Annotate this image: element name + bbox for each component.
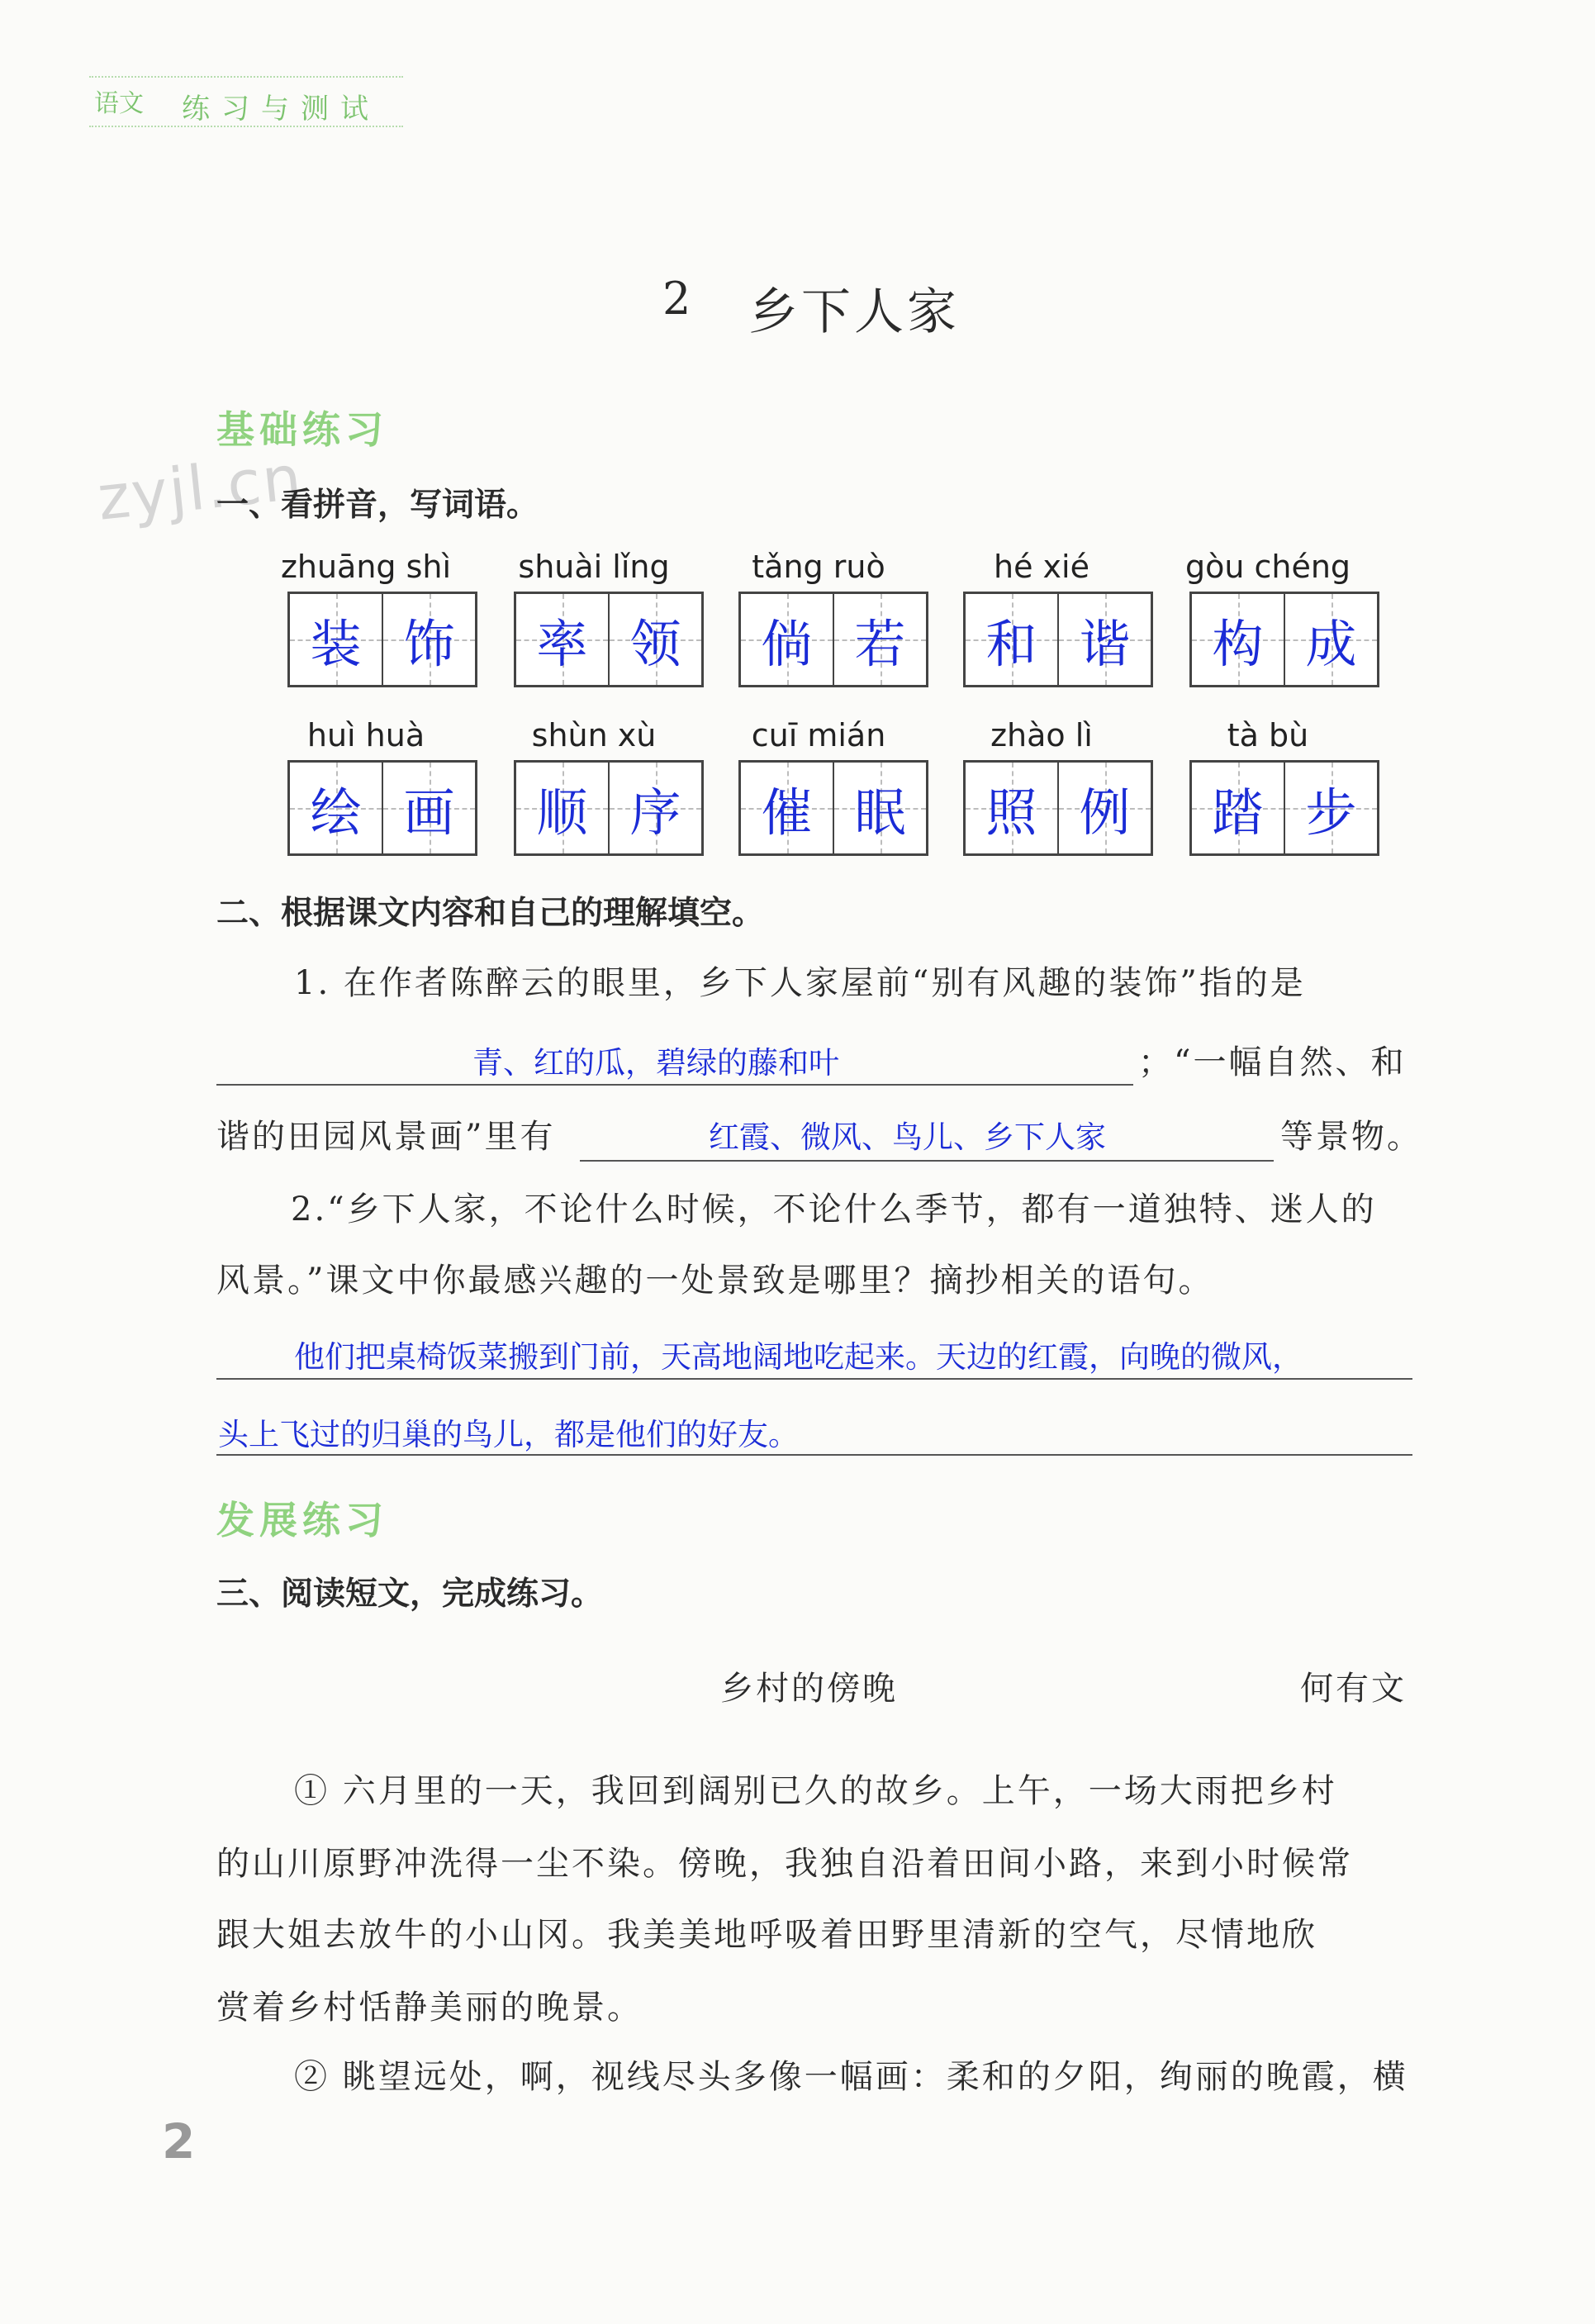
char-cell: 踏 xyxy=(1192,763,1284,853)
q2-item1-answer2: 红霞、微风、鸟儿、乡下人家 xyxy=(709,1119,1106,1155)
answer-line xyxy=(216,1378,1412,1380)
char-cell: 装 xyxy=(290,594,382,685)
char-cell: 构 xyxy=(1192,594,1284,685)
char-cell: 成 xyxy=(1284,594,1377,685)
char-cell: 顺 xyxy=(516,763,608,853)
tianzige-box xyxy=(514,592,704,687)
tianzige-box xyxy=(287,592,477,687)
pinyin-label: zhào lì xyxy=(990,717,1093,753)
question-1-title: 一、看拼音，写词语。 xyxy=(216,487,539,524)
char-cell: 照 xyxy=(966,763,1057,853)
question-3-title: 三、阅读短文，完成练习。 xyxy=(216,1575,604,1613)
watermark: zyjl.cn xyxy=(94,442,306,535)
q2-item1-mid: ；“一幅自然、和 xyxy=(1138,1043,1407,1081)
char-cell: 饰 xyxy=(382,594,475,685)
char-cell: 序 xyxy=(608,763,701,853)
answer-line xyxy=(580,1160,1274,1162)
article-para1-line2: 的山川原野冲洗得一尘不染。傍晚，我独自沿着田间小路，来到小时候常 xyxy=(216,1845,1353,1883)
pinyin-label: shuài lǐng xyxy=(518,549,670,585)
article-title: 乡村的傍晚 xyxy=(720,1670,898,1708)
pinyin-label: shùn xù xyxy=(531,717,657,753)
section-develop-heading: 发展练习 xyxy=(216,1498,388,1542)
char-cell: 绘 xyxy=(290,763,382,853)
q2-item2-answer1: 他们把桌椅饭菜搬到门前，天高地阔地吃起来。天边的红霞，向晚的微风， xyxy=(294,1339,1303,1375)
q2-item1-answer1: 青、红的瓜，碧绿的藤和叶 xyxy=(472,1045,839,1081)
tianzige-box xyxy=(963,760,1153,856)
char-cell: 率 xyxy=(516,594,608,685)
header-subject: 语文 xyxy=(94,89,144,118)
running-header xyxy=(89,76,403,127)
q2-item2-line2: 风景。”课文中你最感兴趣的一处景致是哪里？摘抄相关的语句。 xyxy=(216,1262,1214,1300)
question-2-title: 二、根据课文内容和自己的理解填空。 xyxy=(216,895,765,932)
article-author: 何有文 xyxy=(1300,1670,1407,1708)
char-cell: 倘 xyxy=(741,594,833,685)
char-cell: 和 xyxy=(966,594,1057,685)
article-para2-line1: ② 眺望远处，啊，视线尽头多像一幅画：柔和的夕阳，绚丽的晚霞，横 xyxy=(294,2058,1408,2096)
tianzige-box xyxy=(287,760,477,856)
char-cell: 领 xyxy=(608,594,701,685)
pinyin-label: zhuāng shì xyxy=(280,549,452,585)
section-basic-heading: 基础练习 xyxy=(216,407,388,452)
pinyin-label: tà bù xyxy=(1227,717,1309,753)
char-cell: 例 xyxy=(1057,763,1151,853)
pinyin-label: gòu chéng xyxy=(1184,549,1351,585)
pinyin-label: huì huà xyxy=(306,717,425,753)
q2-item2-line1: 2.“乡下人家，不论什么时候，不论什么季节，都有一道独特、迷人的 xyxy=(291,1191,1377,1229)
q2-item2-answer2: 头上飞过的归巢的鸟儿，都是他们的好友。 xyxy=(218,1417,799,1452)
char-cell: 画 xyxy=(382,763,475,853)
article-para1-line3: 跟大姐去放牛的小山冈。我美美地呼吸着田野里清新的空气，尽情地欣 xyxy=(216,1916,1317,1954)
tianzige-box xyxy=(738,592,928,687)
char-cell: 步 xyxy=(1284,763,1377,853)
pinyin-label: hé xié xyxy=(994,549,1089,585)
answer-line xyxy=(216,1454,1412,1456)
tianzige-box xyxy=(738,760,928,856)
char-cell: 眠 xyxy=(833,763,926,853)
article-para1-line4: 赏着乡村恬静美丽的晚景。 xyxy=(216,1989,643,2027)
char-cell: 若 xyxy=(833,594,926,685)
pinyin-label: cuī mián xyxy=(751,717,886,753)
lesson-number: 2 xyxy=(662,273,691,325)
q2-item1-line3-post: 等景物。 xyxy=(1280,1118,1422,1156)
article-para1-line1: ① 六月里的一天，我回到阔别已久的故乡。上午，一场大雨把乡村 xyxy=(294,1772,1337,1810)
pinyin-label: tǎng ruò xyxy=(752,549,885,585)
tianzige-box xyxy=(1189,760,1379,856)
answer-line xyxy=(216,1084,1133,1086)
header-book-title: 练习与测试 xyxy=(182,93,380,126)
tianzige-box xyxy=(514,760,704,856)
tianzige-box xyxy=(963,592,1153,687)
char-cell: 催 xyxy=(741,763,833,853)
page-number: 2 xyxy=(162,2113,196,2170)
q2-item1-line1: 1. 在作者陈醉云的眼里，乡下人家屋前“别有风趣的装饰”指的是 xyxy=(294,964,1306,1002)
char-cell: 谐 xyxy=(1057,594,1151,685)
lesson-name: 乡下人家 xyxy=(748,283,960,341)
q2-item1-line3-pre: 谐的田园风景画”里有 xyxy=(216,1118,556,1156)
tianzige-box xyxy=(1189,592,1379,687)
